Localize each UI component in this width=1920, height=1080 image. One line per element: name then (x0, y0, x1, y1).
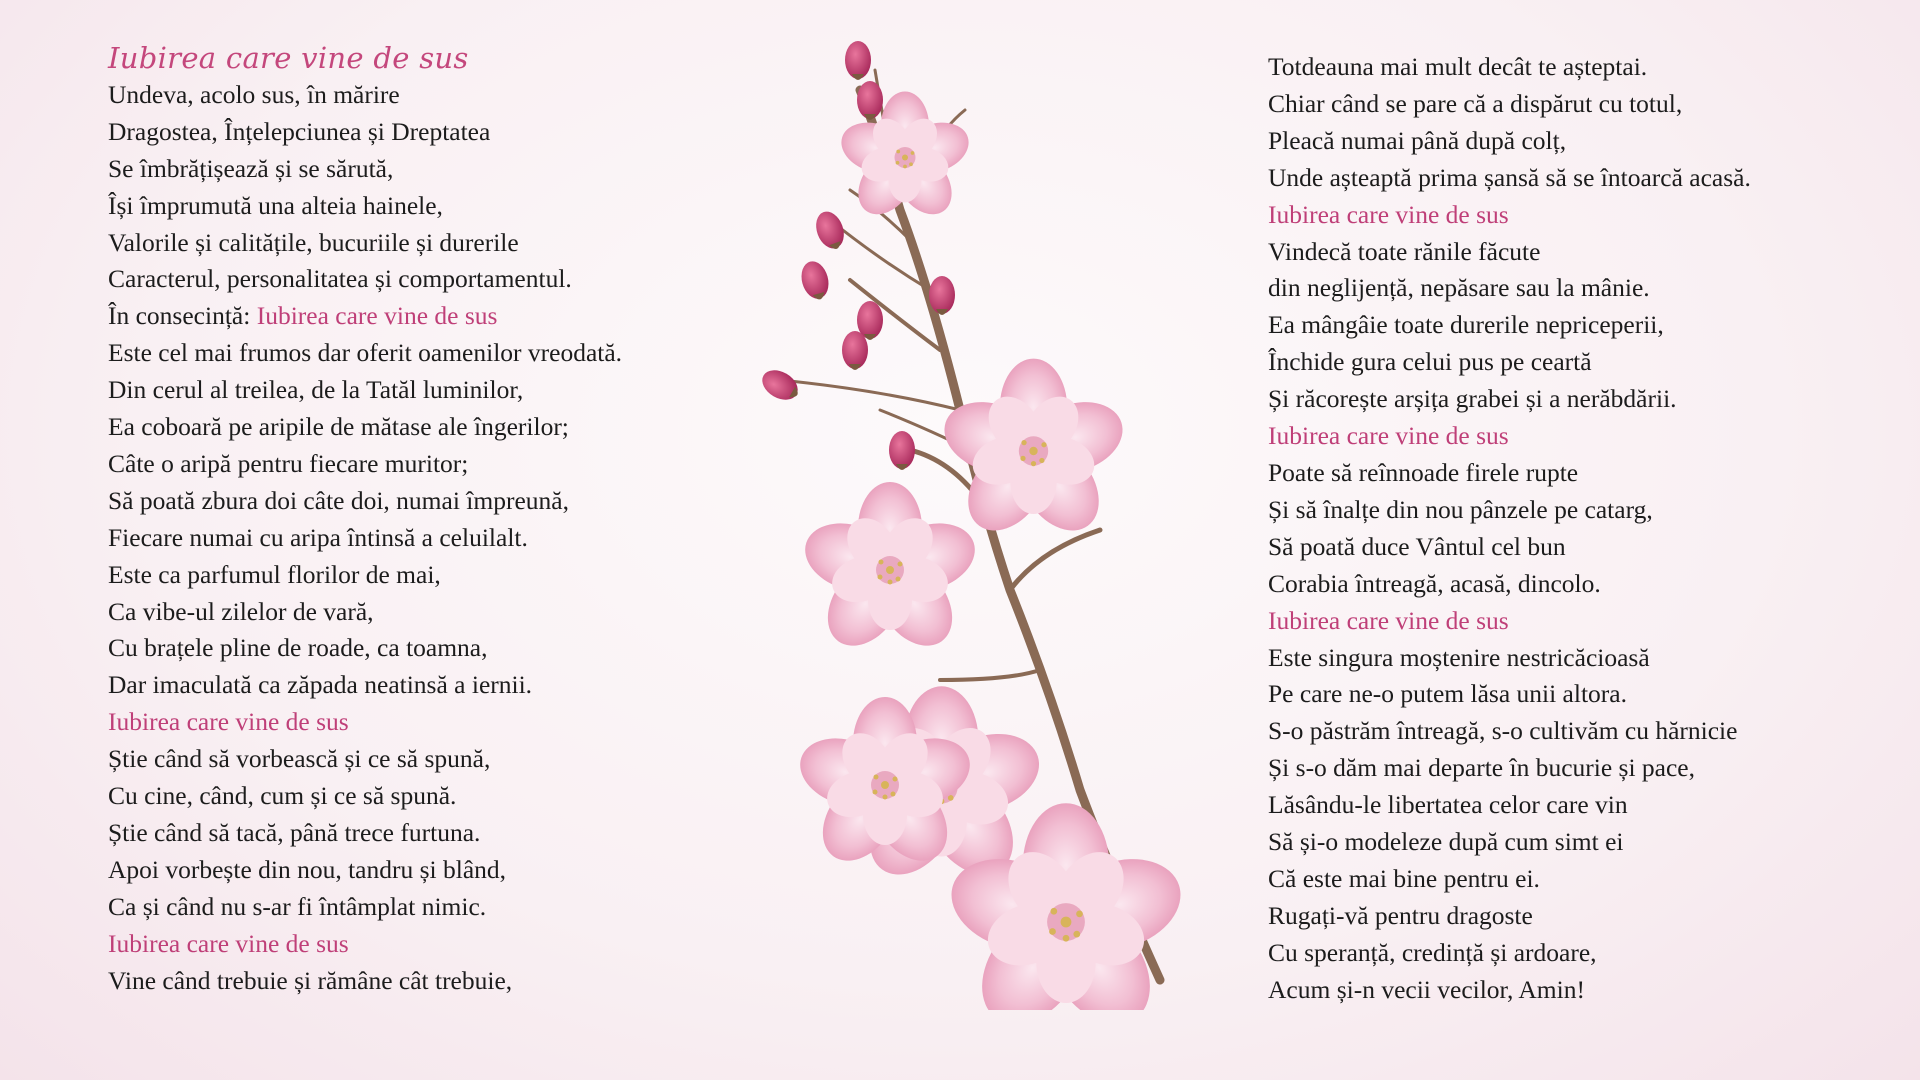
poem-line-text: În consecință: (108, 301, 257, 331)
poem-line (108, 483, 708, 520)
poem-line (108, 741, 708, 778)
poem-line (1268, 307, 1908, 344)
poem-line-text: Este singura moștenire nestricăcioasă (1268, 642, 1650, 672)
refrain-line (1268, 603, 1908, 640)
poem-line-text: Cu speranță, credință și ardoare, (1268, 937, 1597, 967)
poem-line-text: Ca vibe-ul zilelor de vară, (108, 596, 374, 626)
poem-line (108, 557, 708, 594)
poem-line-text: Vindecă toate rănile făcute (1268, 236, 1541, 266)
poem-line-text: Și răcorește arșița grabei și a nerăbdării. (1268, 384, 1677, 414)
poem-line-text: Și să înalțe din nou pânzele pe catarg, (1268, 494, 1653, 524)
poem-line-text: Chiar când se pare că a dispărut cu totul, (1268, 88, 1683, 118)
poem-line (108, 667, 708, 704)
poem-line-text: Dragostea, Înțelepciunea și Dreptatea (108, 116, 491, 146)
poem-line (108, 963, 708, 1000)
poem-line (108, 630, 708, 667)
poem-line (108, 151, 708, 188)
poem-line-text: Fiecare numai cu aripa întinsă a celuilalt. (108, 522, 528, 552)
poem-line-text: Cu brațele pline de roade, ca toamna, (108, 633, 488, 663)
poem-line-text: Este ca parfumul florilor de mai, (108, 559, 441, 589)
poem-line (1268, 270, 1908, 307)
poem-line-text: Câte o aripă pentru fiecare muritor; (108, 448, 469, 478)
poem-line-text: Ea mângâie toate durerile nepriceperii, (1268, 310, 1664, 340)
poem-line-text: Să poată zbura doi câte doi, numai împreună, (108, 485, 569, 515)
poem-line-text: Iubirea care vine de sus (1268, 199, 1509, 229)
poem-line (108, 852, 708, 889)
poem-line-text: Cu cine, când, cum și ce să spună. (108, 781, 457, 811)
poem-line-text: Știe când să tacă, până trece furtuna. (108, 818, 481, 848)
poem-line-text: Că este mai bine pentru ei. (1268, 863, 1540, 893)
poem-line-text: Este cel mai frumos dar oferit oamenilor vreodată. (108, 338, 623, 368)
poem-line (1268, 492, 1908, 529)
poem-line (108, 778, 708, 815)
poem-line-text: Iubirea care vine de sus (108, 707, 349, 737)
poem-line (1268, 381, 1908, 418)
refrain-line (1268, 197, 1908, 234)
poem-line-text: Undeva, acolo sus, în mărire (108, 79, 400, 109)
poem-line-text: Se îmbrățișează și se sărută, (108, 153, 394, 183)
poem-line-text: din neglijență, nepăsare sau la mânie. (1268, 273, 1650, 303)
poem-line (1268, 861, 1908, 898)
poem-line (108, 594, 708, 631)
refrain-inline: Iubirea care vine de sus (256, 301, 498, 331)
poem-line (108, 446, 708, 483)
refrain-line (108, 704, 708, 741)
poem-line (1268, 234, 1908, 271)
poem-line-text: Să poată duce Vântul cel bun (1268, 531, 1566, 561)
poem-line-text: Apoi vorbește din nou, tandru și blând, (108, 854, 507, 884)
poem-line (1268, 935, 1908, 972)
poem-line-text: Totdeauna mai mult decât te așteptai. (1268, 52, 1648, 81)
poem-line (108, 335, 708, 372)
poem-line (108, 298, 708, 335)
poem-line-text: Corabia întreagă, acasă, dincolo. (1268, 568, 1601, 598)
poem-line (108, 409, 708, 446)
poem-line-text: Vine când trebuie și rămâne cât trebuie, (108, 965, 513, 995)
poem-line-text: Știe când să vorbească și ce să spună, (108, 744, 491, 774)
poem-line (108, 261, 708, 298)
poem-line (1268, 529, 1908, 566)
poem-line-text: Ca și când nu s-ar fi întâmplat nimic. (108, 891, 487, 921)
refrain-line (108, 926, 708, 963)
poem-line-text: Iubirea care vine de sus (1268, 421, 1509, 451)
poem-line (1268, 566, 1908, 603)
poem-right-column (1268, 49, 1908, 1009)
poem-line-text: Lăsându-le libertatea celor care vin (1268, 790, 1628, 820)
poem-line (1268, 640, 1908, 677)
poem-line-text: Din cerul al treilea, de la Tatăl luminilor, (108, 375, 524, 405)
poem-line-text: Acum și-n vecii vecilor, Amin! (1268, 974, 1585, 1004)
poem-line-text: Și s-o dăm mai departe în bucurie și pace, (1268, 753, 1695, 783)
poem-line (1268, 344, 1908, 381)
poem-line (1268, 455, 1908, 492)
poem-line-text: Poate să reînnoade firele rupte (1268, 457, 1579, 487)
poem-line (108, 372, 708, 409)
poem-line-text: Pe care ne-o putem lăsa unii altora. (1268, 679, 1627, 709)
poem-line (1268, 898, 1908, 935)
poem-line-text: Să și-o modeleze după cum simt ei (1268, 827, 1624, 857)
poem-line-text: Caracterul, personalitatea și comportamentul. (108, 264, 572, 294)
poem-line-text: Iubirea care vine de sus (108, 928, 349, 958)
poem-line (1268, 86, 1908, 123)
poem-line (108, 815, 708, 852)
poem-line-text: Dar imaculată ca zăpada neatinsă a iernii. (108, 670, 533, 700)
poem-line-text: Ea coboară pe aripile de mătase ale îngerilor; (108, 412, 569, 442)
poem-line (1268, 123, 1908, 160)
poem-line-text: Iubirea care vine de sus (1268, 605, 1509, 635)
cherry-blossom-branch-icon (680, 30, 1240, 1010)
poem-line (108, 77, 708, 114)
poem-title: Iubirea care vine de sus (108, 41, 469, 75)
poem-line (108, 225, 708, 262)
poem-line-text: Își împrumută una alteia hainele, (108, 190, 443, 220)
poem-line-text: S-o păstrăm întreagă, s-o cultivăm cu hărnicie (1268, 716, 1738, 746)
poem-line (1268, 676, 1908, 713)
poem-line (1268, 49, 1908, 86)
poem-line-text: Unde așteaptă prima șansă să se întoarcă acasă. (1268, 162, 1751, 192)
poem-line (1268, 787, 1908, 824)
poem-line-text: Valorile și calitățile, bucuriile și durerile (108, 227, 519, 257)
poem-line (1268, 750, 1908, 787)
poem-line (1268, 972, 1908, 1009)
poem-line (108, 889, 708, 926)
poem-line (1268, 160, 1908, 197)
poem-line-text: Pleacă numai până după colț, (1268, 125, 1567, 155)
refrain-line (1268, 418, 1908, 455)
poem-line (108, 188, 708, 225)
poem-line-text: Închide gura celui pus pe ceartă (1268, 347, 1592, 377)
poem-line-text: Rugați-vă pentru dragoste (1268, 900, 1533, 930)
poem-left-column (108, 40, 708, 1000)
poem-line (108, 520, 708, 557)
poem-line (108, 114, 708, 151)
poem-line (1268, 713, 1908, 750)
poem-line (1268, 824, 1908, 861)
